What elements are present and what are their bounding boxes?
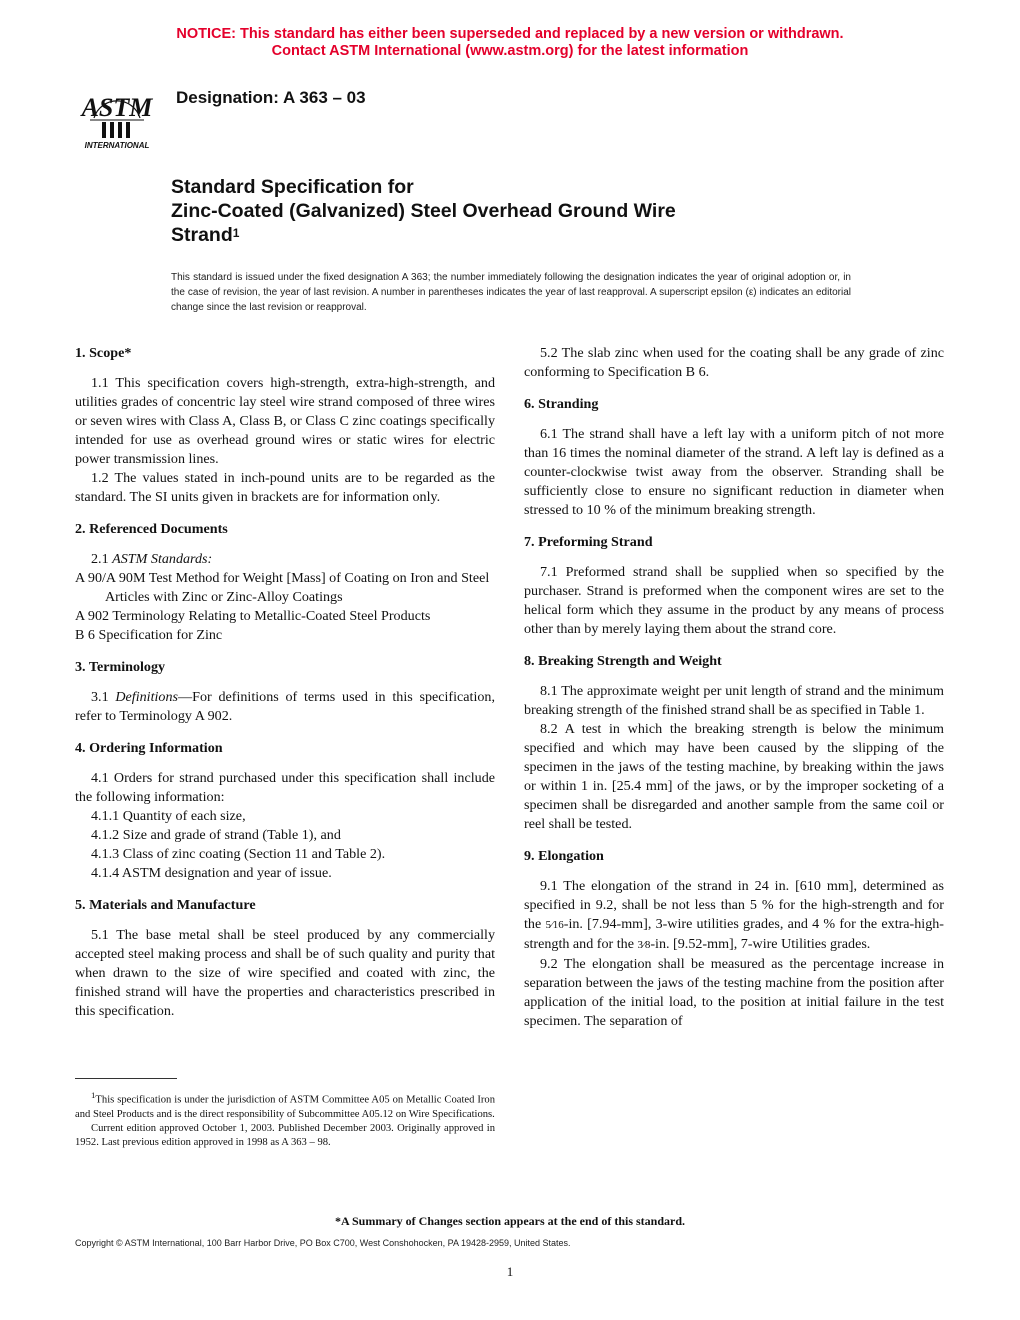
- ref-a90: A 90/A 90M Test Method for Weight [Mass] of Coating on Iron and Steel Articles with Zinc or Zinc-Alloy Coatings: [75, 570, 490, 605]
- footnote-mark: 1: [91, 1090, 96, 1100]
- page-title: [171, 175, 676, 247]
- para-4-1-1: 4.1.1 Quantity of each size,: [91, 808, 246, 824]
- footnote-divider: [75, 1078, 177, 1079]
- right-column: [524, 344, 944, 1031]
- footnote-edition: Current edition approved October 1, 2003. Published December 2003. Originally approved in 1952. Last previous edition approved in 1998 as A 363 – 98.: [75, 1123, 495, 1149]
- left-column: [75, 344, 495, 1021]
- para-9-2: 9.2 The elongation shall be measured as the percentage increase in separation between the jaws of the testing machine from the position after application of the initial load, to the position at initial failure in the test specimen. The separation of: [524, 956, 944, 1029]
- ref-b6: B 6 Specification for Zinc: [75, 627, 223, 643]
- para-2-1: 2.1 ASTM Standards:: [91, 551, 213, 567]
- astm-logo: [72, 76, 162, 152]
- section-7-heading: 7. Preforming Strand: [524, 534, 653, 550]
- issued-note: This standard is issued under the fixed designation A 363; the number immediately following the designation indicates the year of original adoption or, in the case of revision, the year of last revision. A number in parentheses indicates the year of last reapproval. A superscript epsilon (ε) indicates an editorial change since the last revision or reapproval.: [171, 272, 851, 313]
- section-6-heading: 6. Stranding: [524, 396, 599, 412]
- section-8-heading: 8. Breaking Strength and Weight: [524, 653, 722, 669]
- logo-international-text: INTERNATIONAL: [84, 141, 150, 150]
- para-4-1-2: 4.1.2 Size and grade of strand (Table 1), and: [91, 827, 341, 843]
- supersede-notice: [0, 26, 1020, 60]
- ref-a902: A 902 Terminology Relating to Metallic-Coated Steel Products: [75, 608, 431, 624]
- title-line-3: Strand$^1$: [171, 224, 240, 246]
- section-1-heading: 1. Scope*: [75, 345, 132, 361]
- page-number: 1: [506, 1264, 514, 1279]
- summary-of-changes-note: *A Summary of Changes section appears at the end of this standard.: [334, 1214, 686, 1228]
- title-line-1: Standard Specification for: [171, 176, 414, 198]
- section-3-heading: 3. Terminology: [75, 659, 166, 675]
- fraction-3-8: 3⁄8: [637, 939, 651, 951]
- para-6-1: 6.1 The strand shall have a left lay with a uniform pitch of not more than 16 times the nominal diameter of the strand. A left lay is defined as a counter-clockwise twist away from the observer. Stranding shall be sufficiently close to ensure no significant reduction in diameter when stressed to 10 % of the minimum breaking strength.: [524, 426, 944, 518]
- para-1-2: 1.2 The values stated in inch-pound units are to be regarded as the standard. The SI units given in brackets are for information only.: [75, 470, 495, 505]
- para-8-2: 8.2 A test in which the breaking strength is below the minimum specified and which may have been caused by the slipping of the specimen in the jaws of the testing machine, by breaking within the jaws or within 1 in. [25.4 mm] of the jaws, or by the improper socketing of a specimen shall be disregarded and another sample from the same coil or reel shall be tested.: [524, 721, 944, 832]
- section-5-heading: 5. Materials and Manufacture: [75, 897, 256, 913]
- para-8-1: 8.1 The approximate weight per unit length of strand and the minimum breaking strength of the finished strand shall be as specified in Table 1.: [524, 683, 944, 718]
- para-9-1: 9.1 The elongation of the strand in 24 in. [610 mm], determined as specified in 9.2, shall be not less than 5 % for the high-strength and for the 5⁄16-in. [7.94-mm], 3-wire utilities grades, and 4 % for the extra-high-strength and for the 3⁄8-in. [9.52-mm], 7-wire Utilities grades.: [524, 878, 945, 952]
- notice-line-2: Contact ASTM International (www.astm.org) for the latest information: [271, 43, 749, 59]
- footnote-1: $^1$This specification is under the jurisdiction of ASTM Committee A05 on Metallic Coated Iron and Steel Products and is the direct responsibility of Subcommittee A05.12 on Wire Specifications.: [75, 1090, 495, 1120]
- para-4-1: 4.1 Orders for strand purchased under this specification shall include the following information:: [75, 770, 495, 805]
- logo-mark-text: ASTM: [81, 93, 153, 122]
- para-5-2: 5.2 The slab zinc when used for the coating shall be any grade of zinc conforming to Specification B 6.: [524, 345, 944, 380]
- para-4-1-4: 4.1.4 ASTM designation and year of issue.: [91, 865, 332, 881]
- section-9-heading: 9. Elongation: [524, 848, 604, 864]
- para-3-1: 3.1 Definitions—For definitions of terms used in this specification, refer to Terminology A 902.: [75, 689, 496, 724]
- section-2-heading: 2. Referenced Documents: [75, 521, 228, 537]
- copyright: Copyright © ASTM International, 100 Barr Harbor Drive, PO Box C700, West Conshohocken, PA 19428-2959, United States.: [75, 1238, 571, 1248]
- para-1-1: 1.1 This specification covers high-strength, extra-high-strength, and utilities grades of concentric lay steel wire strand composed of three wires or seven wires with Class A, Class B, or Class C zinc coatings specifically intended for use as overhead ground wires or static wires for electric power transmission lines.: [75, 375, 495, 467]
- title-footnote-mark: 1: [232, 226, 240, 240]
- para-4-1-3: 4.1.3 Class of zinc coating (Section 11 and Table 2).: [91, 846, 386, 862]
- para-5-1: 5.1 The base metal shall be steel produced by any commercially accepted steel making process and shall be of such quality and purity that when drawn to the size of wire specified and coated with zinc, the finished strand will have the properties and characteristics prescribed in this specification.: [75, 927, 495, 1019]
- title-line-2: Zinc-Coated (Galvanized) Steel Overhead Ground Wire: [171, 200, 676, 222]
- para-7-1: 7.1 Preformed strand shall be supplied when so specified by the purchaser. Strand is preformed when the component wires are set to the helical form which they assume in the product by any means of process other than by merely laying them about the strand core.: [524, 564, 944, 637]
- footnote: [75, 1088, 495, 1151]
- notice-line-1: NOTICE: This standard has either been superseded and replaced by a new version or withdrawn.: [176, 26, 844, 42]
- section-4-heading: 4. Ordering Information: [75, 740, 223, 756]
- designation: Designation: A 363 – 03: [176, 88, 366, 107]
- fraction-5-16: 5⁄16: [545, 919, 564, 931]
